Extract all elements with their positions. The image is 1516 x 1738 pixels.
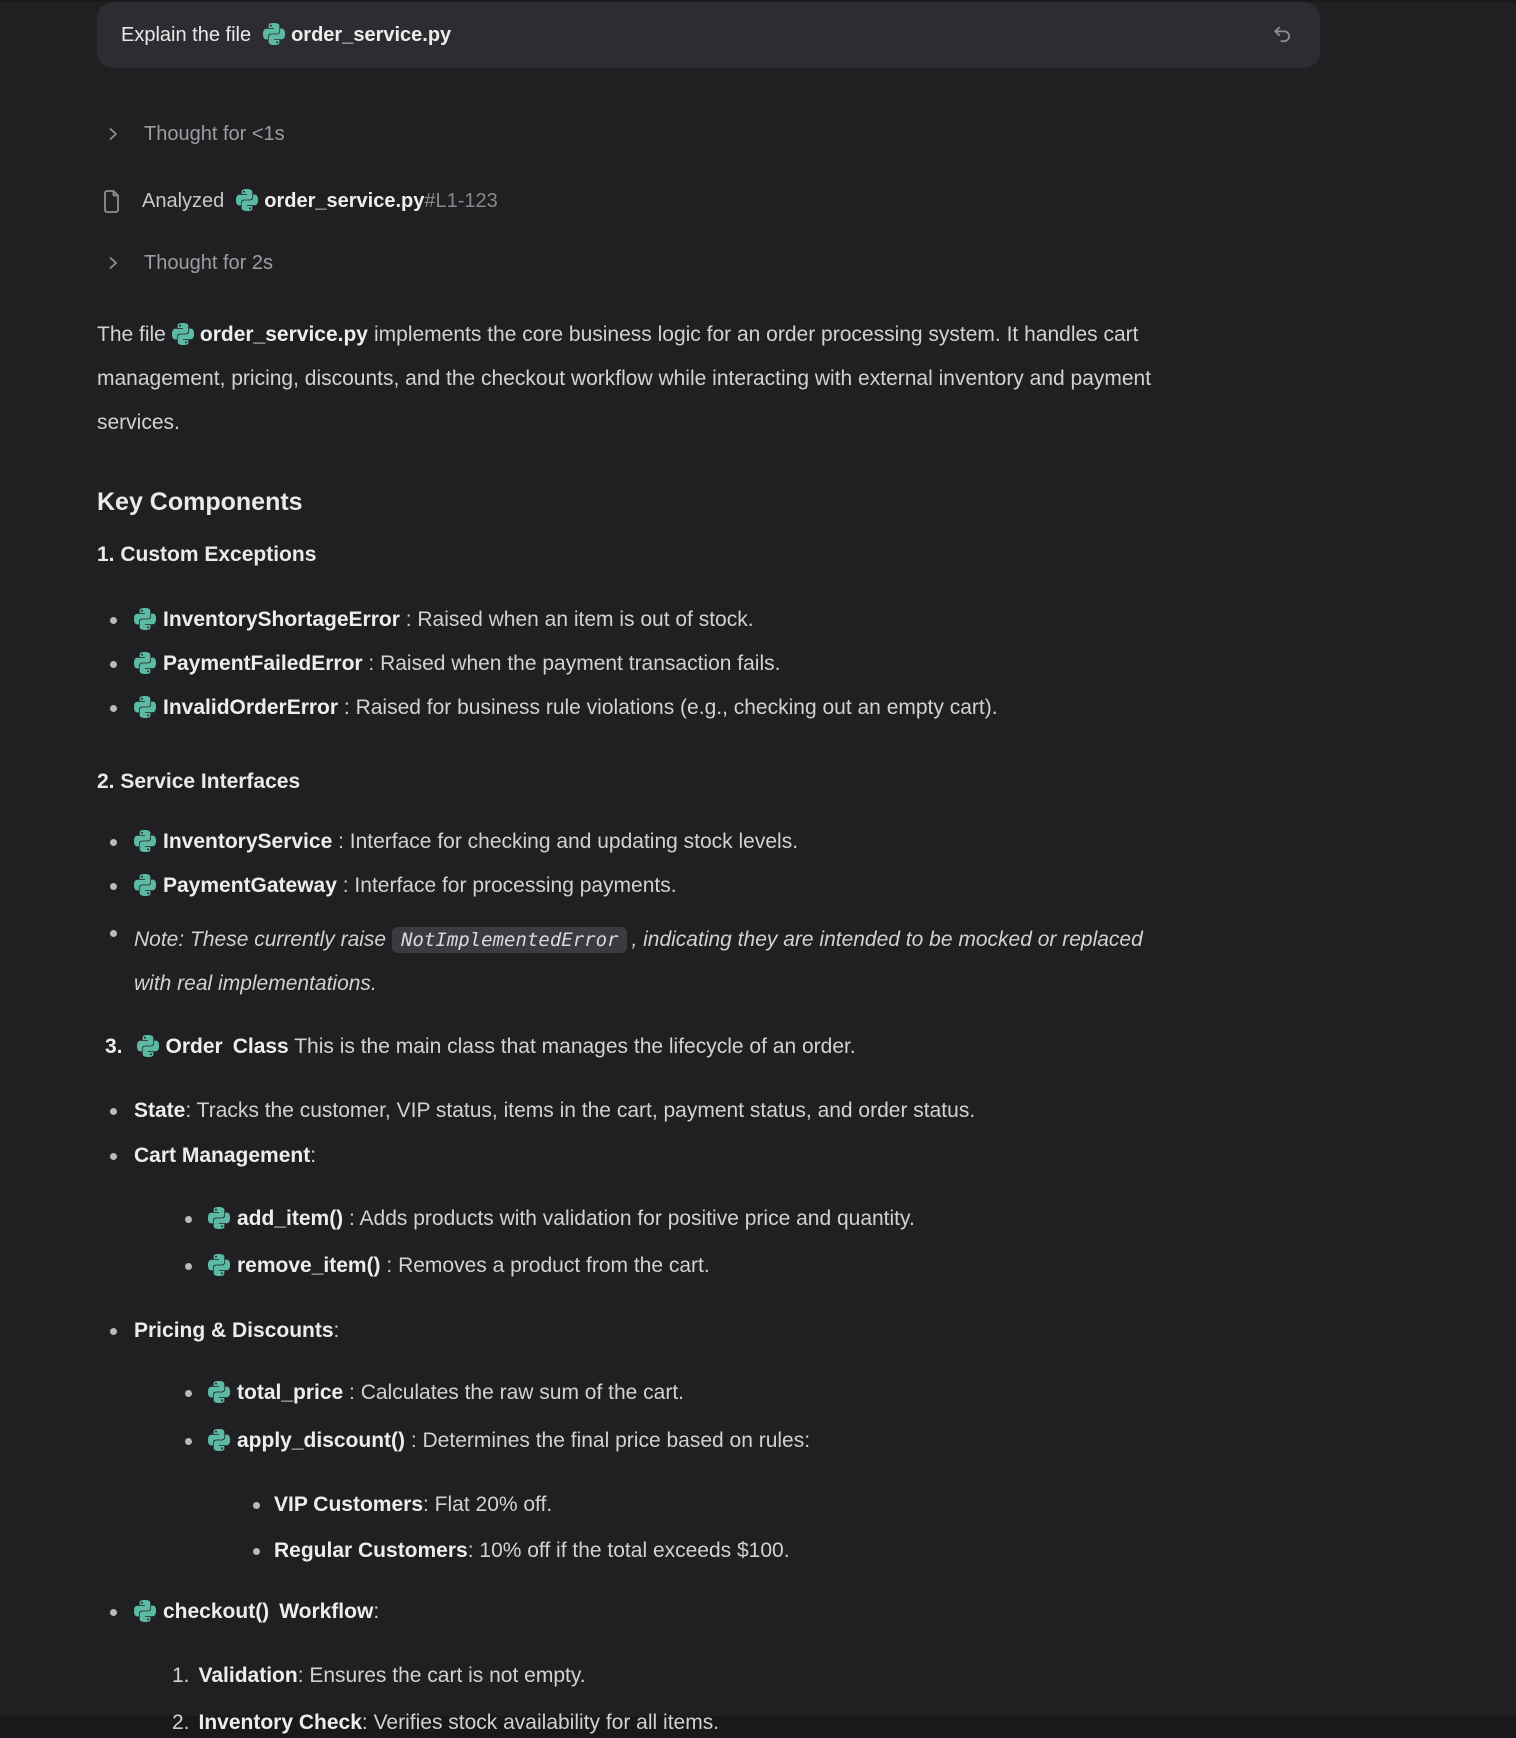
python-icon	[134, 608, 156, 630]
analyzed-file-chip	[236, 189, 424, 213]
bullet-dot	[253, 1502, 260, 1509]
item-desc: :	[310, 1144, 317, 1167]
item-desc: : Raised for business rule violations (e.g., checking out an empty cart).	[338, 696, 998, 719]
thought-toggle-1[interactable]	[97, 119, 1320, 149]
heading-number: 3.	[105, 1035, 123, 1058]
bullet-dot	[110, 1328, 117, 1335]
item-desc: : Raised when the payment transaction fails.	[362, 652, 781, 675]
code-reference[interactable]: Order	[137, 1035, 223, 1058]
inline-code-chip: NotImplementedError	[392, 927, 627, 953]
bullet-dot	[185, 1263, 192, 1270]
python-icon	[208, 1254, 230, 1276]
file-reference-name: order_service.py	[199, 323, 368, 346]
code-reference[interactable]: InventoryService	[134, 830, 332, 853]
document-icon	[102, 190, 121, 213]
code-reference[interactable]: InvalidOrderError	[134, 696, 338, 719]
intro-pre: The file	[97, 323, 166, 346]
python-icon	[263, 23, 285, 45]
bullet-dot	[185, 1438, 192, 1445]
item-desc: : Removes a product from the cart.	[380, 1254, 710, 1277]
list-item-state	[97, 1096, 1320, 1126]
heading-custom-exceptions: 1. Custom Exceptions	[97, 543, 317, 566]
heading-text	[137, 1032, 856, 1062]
item-desc: : Interface for checking and updating stock levels.	[332, 830, 799, 853]
list-item-text	[208, 1426, 810, 1456]
python-icon	[134, 1600, 156, 1622]
list-item-payment-failed-error	[97, 649, 1320, 679]
step-desc: : Ensures the cart is not empty.	[297, 1664, 586, 1687]
bullet-dot	[185, 1216, 192, 1223]
list-item-note	[97, 918, 1320, 1005]
thought-toggle-2[interactable]	[97, 248, 1320, 278]
code-reference[interactable]: remove_item()	[208, 1254, 381, 1277]
python-icon	[236, 189, 258, 211]
python-icon	[172, 323, 194, 345]
thought-label-1: Thought for <1s	[144, 122, 285, 145]
list-item-cart-management	[97, 1141, 1320, 1171]
list-item-text	[134, 649, 780, 679]
list-item-text: State: Tracks the customer, VIP status, items in the cart, payment status, and order status.	[134, 1099, 976, 1122]
list-item-text	[134, 693, 998, 723]
workflow-step-inventory-check: 2. Inventory Check: Verifies stock availability for all items.	[172, 1711, 720, 1734]
list-item-inventory-shortage-error	[97, 605, 1320, 635]
bullet-dot	[110, 1108, 117, 1115]
bullet-dot	[110, 930, 117, 937]
list-item-text: Regular Customers: 10% off if the total exceeds $100.	[274, 1539, 790, 1562]
list-item-vip-customers	[97, 1490, 1320, 1520]
chevron-right-icon	[106, 256, 120, 270]
undo-button[interactable]	[1264, 17, 1300, 53]
list-item-text: Cart Management:	[134, 1144, 317, 1167]
undo-icon	[1271, 24, 1293, 46]
user-message-bubble	[97, 2, 1320, 68]
note-pre: Note: These currently raise	[134, 928, 387, 951]
note-post: , indicating they are intended to be mocked or replaced with real implementations.	[134, 928, 1143, 995]
item-desc: :	[333, 1319, 340, 1342]
list-item-text: VIP Customers: Flat 20% off.	[274, 1493, 553, 1516]
user-message-text	[121, 23, 451, 47]
list-item-text	[134, 827, 798, 857]
python-icon	[134, 652, 156, 674]
item-desc: : Interface for processing payments.	[336, 874, 677, 897]
workflow-label: Workflow	[279, 1600, 374, 1623]
step-desc: : Verifies stock availability for all items.	[361, 1711, 720, 1734]
file-reference-chip[interactable]	[263, 23, 451, 47]
analyzed-file-row[interactable]	[97, 186, 1320, 216]
item-desc: : Determines the final price based on rules:	[405, 1429, 811, 1452]
code-reference[interactable]: InventoryShortageError	[134, 608, 400, 631]
list-item-add-item	[97, 1204, 1320, 1234]
bullet-dot	[253, 1548, 260, 1555]
python-icon	[208, 1207, 230, 1229]
item-desc: : Tracks the customer, VIP status, items in the cart, payment status, and order status.	[185, 1099, 976, 1122]
list-item-inventory-service	[97, 827, 1320, 857]
step-number: 2.	[172, 1711, 190, 1734]
list-item-text	[134, 871, 677, 901]
item-desc: :	[373, 1600, 380, 1623]
chevron-right-icon	[106, 127, 120, 141]
bullet-dot	[185, 1390, 192, 1397]
list-item-text	[208, 1204, 915, 1234]
code-reference[interactable]: PaymentGateway	[134, 874, 337, 897]
note-text	[134, 918, 1174, 1005]
code-reference[interactable]: PaymentFailedError	[134, 652, 363, 675]
python-icon	[208, 1429, 230, 1451]
item-desc: : Flat 20% off.	[423, 1493, 553, 1516]
list-item-regular-customers	[97, 1536, 1320, 1566]
chat-content	[0, 2, 1516, 1738]
item-desc: : Raised when an item is out of stock.	[399, 608, 754, 631]
bullet-dot	[110, 661, 117, 668]
intro-post: implements the core business logic for an order processing system. It handles cart management, pricing, discounts, and the checkout workflow while interacting with external inventory and payment services.	[97, 323, 1152, 434]
analyzed-file-name: order_service.py	[264, 190, 425, 212]
bullet-dot	[110, 617, 117, 624]
python-icon	[134, 696, 156, 718]
thought-label-2: Thought for 2s	[144, 251, 273, 274]
analyzed-label: Analyzed	[142, 189, 225, 212]
item-desc: : Calculates the raw sum of the cart.	[343, 1381, 685, 1404]
file-reference-name: order_service.py	[291, 24, 452, 46]
python-icon	[137, 1035, 159, 1057]
order-class-desc: This is the main class that manages the lifecycle of an order.	[294, 1035, 856, 1058]
list-item-text: Pricing & Discounts:	[134, 1319, 340, 1342]
intro-paragraph	[97, 313, 1182, 445]
bullet-dot	[110, 1153, 117, 1160]
analyzed-line-range: #L1-123	[424, 189, 498, 212]
heading-key-components: Key Components	[97, 488, 303, 516]
list-item-payment-gateway	[97, 871, 1320, 901]
bullet-dot	[110, 839, 117, 846]
code-reference[interactable]: total_price	[208, 1381, 343, 1404]
order-class-label: Class	[232, 1035, 289, 1058]
python-icon	[134, 874, 156, 896]
python-icon	[208, 1381, 230, 1403]
list-item-checkout-workflow	[97, 1597, 1320, 1627]
file-reference-chip[interactable]	[172, 323, 368, 346]
assistant-chat-panel	[0, 2, 1516, 1734]
list-item-total-price	[97, 1378, 1320, 1408]
list-item-text	[208, 1378, 684, 1408]
list-item-remove-item	[97, 1251, 1320, 1281]
heading-service-interfaces: 2. Service Interfaces	[97, 770, 301, 793]
list-item-text	[134, 605, 754, 635]
item-desc: : Adds products with validation for positive price and quantity.	[343, 1207, 915, 1230]
list-item-apply-discount	[97, 1426, 1320, 1456]
list-item-invalid-order-error	[97, 693, 1320, 723]
list-item-text	[208, 1251, 710, 1281]
user-message-prefix: Explain the file	[121, 23, 252, 46]
list-item-pricing-discounts	[97, 1316, 1320, 1346]
step-number: 1.	[172, 1664, 190, 1687]
item-desc: : 10% off if the total exceeds $100.	[467, 1539, 790, 1562]
list-item-text	[134, 1597, 379, 1627]
workflow-step-validation: 1. Validation: Ensures the cart is not empty.	[172, 1664, 586, 1687]
code-reference[interactable]: checkout()	[134, 1600, 269, 1623]
code-reference[interactable]: add_item()	[208, 1207, 343, 1230]
bullet-dot	[110, 1609, 117, 1616]
bullet-dot	[110, 883, 117, 890]
heading-order-class	[97, 1032, 1320, 1062]
code-reference[interactable]: apply_discount()	[208, 1429, 405, 1452]
bullet-dot	[110, 705, 117, 712]
python-icon	[134, 830, 156, 852]
